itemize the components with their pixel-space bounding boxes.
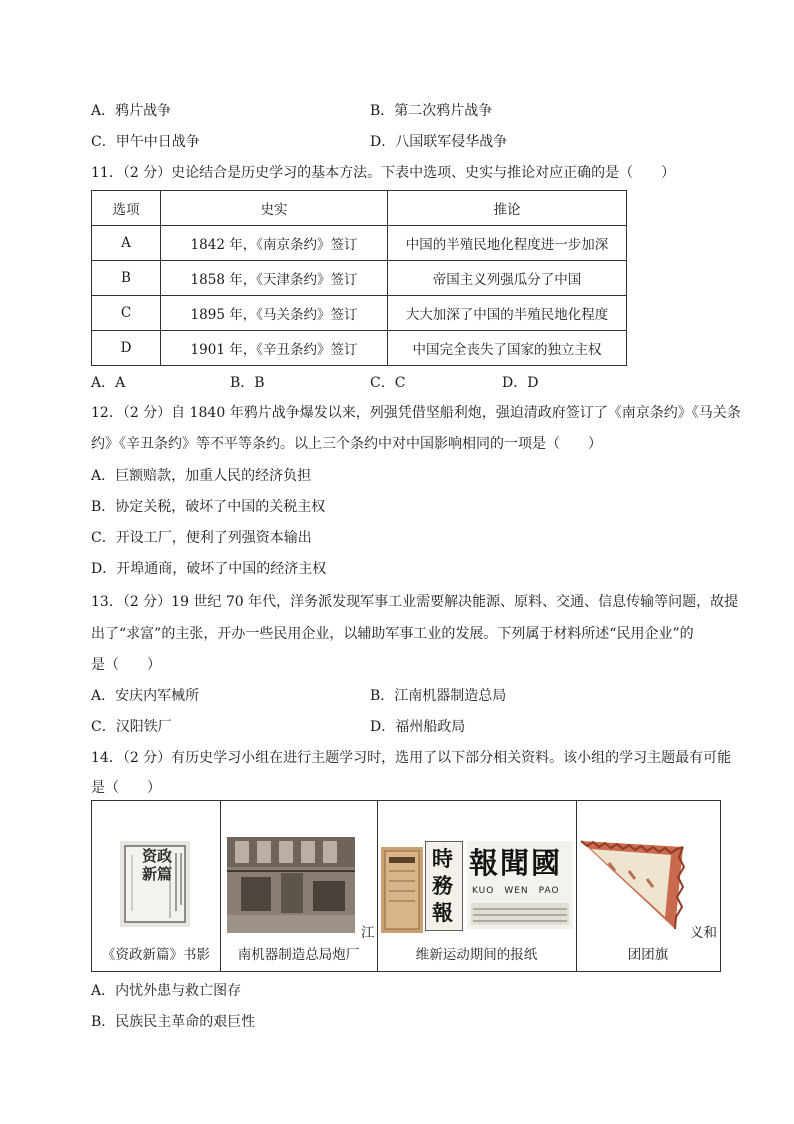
image-cell-newspapers — [377, 801, 577, 971]
factory-photo-image — [227, 837, 355, 933]
guowenbao-romanization: KUO WEN PAO — [472, 886, 560, 896]
table-row — [92, 226, 627, 261]
guowenbao-title-text: 報聞國 — [469, 846, 563, 880]
q14-option-b[interactable]: B．民族民主革命的艰巨性 — [91, 1014, 256, 1030]
image-caption-newspapers: 维新运动期间的报纸 — [415, 947, 538, 963]
q11-option-b[interactable]: B．B — [230, 375, 265, 391]
q12-stem-line2: 约》《辛丑条约》等不平等条约。以上三个条约中对中国影响相同的一项是（ ） — [91, 436, 602, 452]
table-header: 史实 — [161, 191, 388, 226]
shiwubao-title-text: 時務報 — [432, 846, 453, 925]
table-header: 选项 — [92, 191, 161, 226]
q11-option-c[interactable]: C．C — [370, 375, 406, 391]
table-cell: 中国的半殖民地化程度进一步加深 — [388, 226, 627, 261]
q13-option-c[interactable]: C．汉阳铁厂 — [91, 719, 172, 735]
q14-image-table — [91, 800, 721, 972]
table-row — [92, 261, 627, 296]
image-caption-factory-prefix: 江 — [361, 925, 375, 941]
q13-option-a[interactable]: A．安庆内军械所 — [91, 688, 200, 704]
image-caption-flag: 团团旗 — [627, 947, 669, 963]
q13-stem-line2: 出了“求富”的主张，开办一些民用企业，以辅助军事工业的发展。下列属于材料所述“民用企业”的 — [91, 626, 694, 642]
boxer-flag-image — [579, 837, 687, 933]
q11-option-d[interactable]: D．D — [502, 375, 539, 391]
image-caption-factory: 南机器制造总局炮厂 — [237, 947, 360, 963]
image-caption-book: 《资政新篇》书影 — [102, 947, 210, 963]
table-cell: 1842 年，《南京条约》签订 — [161, 226, 388, 261]
table-cell: 1895 年，《马关条约》签订 — [161, 296, 388, 331]
q10-option-b[interactable]: B．第二次鸦片战争 — [370, 103, 493, 119]
table-cell: D — [92, 331, 161, 366]
image-cell-factory — [220, 801, 378, 971]
q13-stem-line1: 13．（2 分）19 世纪 70 年代，洋务派发现军事工业需要解决能源、原料、交通、信息传输等问题，故提 — [91, 594, 739, 610]
q11-facts-table — [91, 190, 627, 366]
table-cell: 1901 年，《辛丑条约》签订 — [161, 331, 388, 366]
q14-stem-line1: 14．（2 分）有历史学习小组在进行主题学习时，选用了以下部分相关资料。该小组的学习主题最有可能 — [91, 750, 732, 766]
q12-option-a[interactable]: A．巨额赔款，加重人民的经济负担 — [91, 468, 312, 484]
q10-option-a[interactable]: A．鸦片战争 — [91, 103, 172, 119]
book-cover-text: 资政新篇 — [141, 847, 172, 883]
table-header-row — [92, 191, 627, 226]
q14-option-a[interactable]: A．内忧外患与救亡图存 — [91, 983, 242, 999]
table-cell: 帝国主义列强瓜分了中国 — [388, 261, 627, 296]
q11-option-a[interactable]: A．A — [91, 375, 126, 391]
image-cell-flag — [576, 801, 720, 971]
table-cell: 中国完全丧失了国家的独立主权 — [388, 331, 627, 366]
table-row — [92, 331, 627, 366]
q14-stem-line2: 是（ ） — [91, 780, 161, 796]
q13-option-b[interactable]: B．江南机器制造总局 — [370, 688, 507, 704]
table-cell: C — [92, 296, 161, 331]
table-row — [92, 296, 627, 331]
table-cell: 1858 年，《天津条约》签订 — [161, 261, 388, 296]
image-cell-book — [92, 801, 221, 971]
q13-option-d[interactable]: D．福州船政局 — [370, 719, 466, 735]
q12-stem-line1: 12．（2 分）自 1840 年鸦片战争爆发以来，列强凭借坚船利炮，强迫清政府签订了《南京条约》《马关条 — [91, 405, 741, 421]
q12-option-d[interactable]: D．开埠通商，破坏了中国的经济主权 — [91, 561, 327, 577]
q10-option-d[interactable]: D．八国联军侵华战争 — [370, 134, 508, 150]
image-caption-flag-prefix: 义和 — [690, 925, 717, 941]
table-cell: 大大加深了中国的半殖民地化程度 — [388, 296, 627, 331]
table-header: 推论 — [388, 191, 627, 226]
q10-option-c[interactable]: C．甲午中日战争 — [91, 134, 200, 150]
q11-stem: 11．（2 分）史论结合是历史学习的基本方法。下表中选项、史实与推论对应正确的是（ ） — [91, 165, 676, 181]
q12-option-b[interactable]: B．协定关税，破坏了中国的关税主权 — [91, 499, 326, 515]
table-cell: B — [92, 261, 161, 296]
q12-option-c[interactable]: C．开设工厂，便利了列强资本输出 — [91, 530, 312, 546]
table-cell: A — [92, 226, 161, 261]
newspaper-cover-image — [381, 847, 423, 933]
q13-stem-line3: 是（ ） — [91, 657, 161, 673]
